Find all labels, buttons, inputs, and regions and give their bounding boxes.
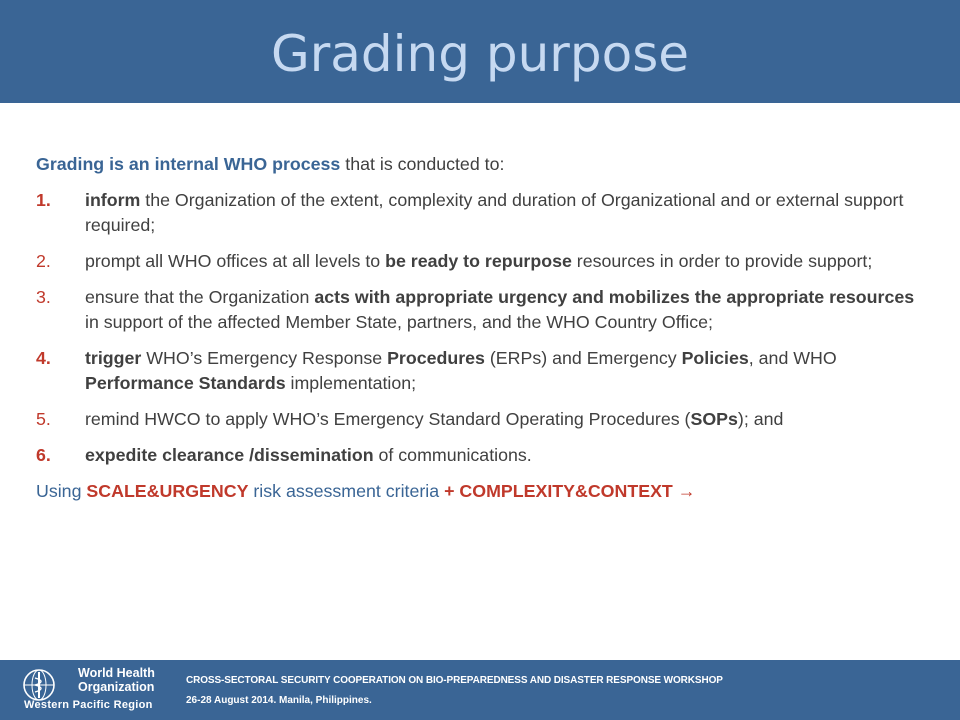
list-item-text: WHO’s Emergency Response <box>141 348 388 368</box>
who-name-line2: Organization <box>78 680 155 694</box>
who-emblem-icon <box>22 668 56 702</box>
list-item-bold: be ready to repurpose <box>385 251 572 271</box>
list-item-text: remind HWCO to apply WHO’s Emergency Standard Operating Procedures ( <box>85 409 691 429</box>
list-item <box>36 285 916 335</box>
list-number: 2. <box>36 251 51 271</box>
workshop-title: CROSS-SECTORAL SECURITY COOPERATION ON BIO-PREPAREDNESS AND DISASTER RESPONSE WORKSHOP <box>186 675 723 686</box>
list-item-text: implementation; <box>285 373 417 393</box>
list-item <box>36 346 916 396</box>
slide-title: Grading purpose <box>270 25 690 83</box>
list-number: 4. <box>36 348 51 368</box>
list-item-text: prompt all WHO offices at all levels to <box>85 251 386 271</box>
intro-bold: Grading is an internal WHO process <box>36 154 341 174</box>
list-number: 1. <box>36 190 51 210</box>
list-item-bold: Procedures <box>387 348 485 368</box>
list-item-bold: Policies <box>681 348 749 368</box>
arrow-right-icon: → <box>677 481 696 501</box>
list-item-text: of communications. <box>373 445 532 465</box>
using-prefix: Using <box>36 481 87 501</box>
list-item-text: ); and <box>737 409 784 429</box>
list-item-bold: inform <box>85 190 141 210</box>
list-number: 6. <box>36 445 51 465</box>
intro-line <box>36 152 916 177</box>
who-name-line1: World Health <box>78 666 155 680</box>
using-scale: SCALE&URGENCY <box>86 481 249 501</box>
list-number: 5. <box>36 409 51 429</box>
intro-rest: that is conducted to: <box>340 154 505 174</box>
list-item-bold: Performance Standards <box>85 373 286 393</box>
who-region: Western Pacific Region <box>24 699 153 711</box>
who-name <box>78 666 155 694</box>
list-item-bold: trigger <box>85 348 142 368</box>
list-item <box>36 249 916 274</box>
list-item-text: in support of the affected Member State, partners, and the WHO Country Office; <box>85 312 713 332</box>
workshop-date: 26-28 August 2014. Manila, Philippines. <box>186 695 372 706</box>
list-item-bold: expedite clearance /dissemination <box>85 445 374 465</box>
list-item-text: ensure that the Organization <box>85 287 315 307</box>
list-item <box>36 407 916 432</box>
purpose-list <box>36 188 916 468</box>
list-item-text: , and WHO <box>748 348 837 368</box>
list-item-text: (ERPs) and Emergency <box>484 348 682 368</box>
list-number: 3. <box>36 287 51 307</box>
list-item-text: the Organization of the extent, complexity and duration of Organizational and or external support required; <box>85 190 904 235</box>
using-line <box>36 479 916 504</box>
list-item-bold: SOPs <box>690 409 738 429</box>
list-item <box>36 188 916 238</box>
list-item-text: resources in order to provide support; <box>571 251 873 271</box>
using-complexity: + COMPLEXITY&CONTEXT <box>444 481 673 501</box>
footer <box>0 660 960 720</box>
list-item-bold: acts with appropriate urgency and mobilizes the appropriate resources <box>314 287 915 307</box>
using-middle: risk assessment criteria <box>248 481 445 501</box>
list-item <box>36 443 916 468</box>
slide-content <box>36 152 916 504</box>
